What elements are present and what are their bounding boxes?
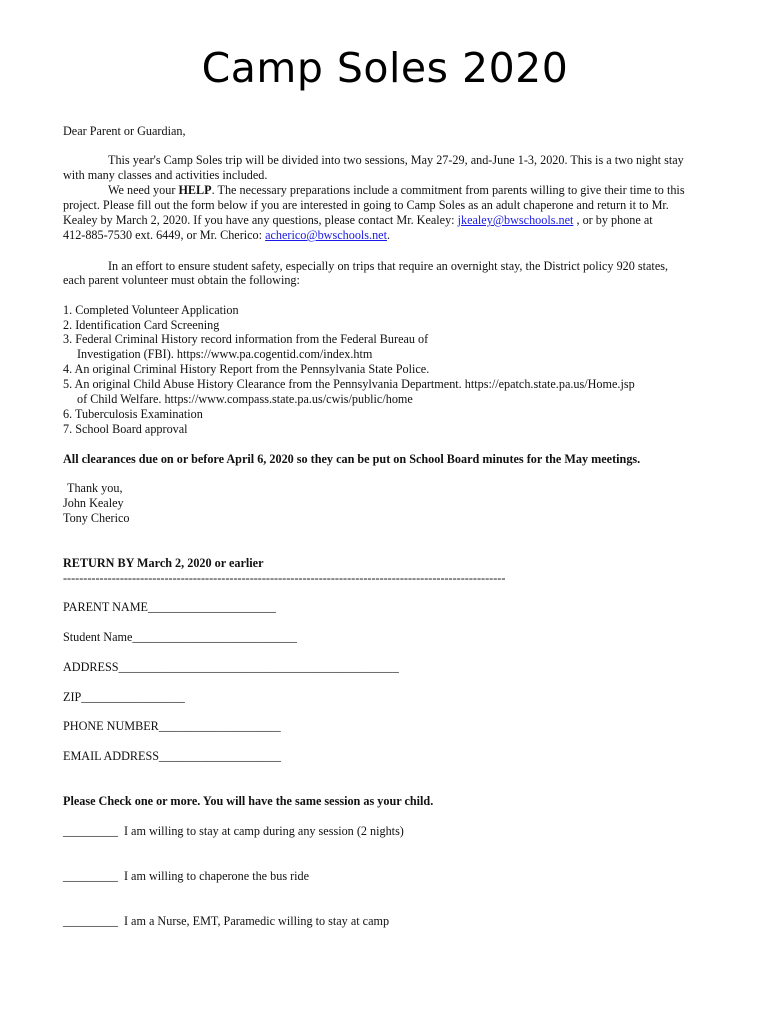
clearance-deadline-note: All clearances due on or before April 6, 2020 so they can be put on School Board minutes for the May meetings.	[63, 452, 641, 466]
phone-number-field[interactable]: PHONE NUMBER____________________	[63, 719, 281, 733]
paragraph-2-line-1	[108, 183, 685, 198]
signature-name-1: John Kealey	[63, 496, 124, 510]
check-instruction: Please Check one or more. You will have the same session as your child.	[63, 794, 434, 808]
parent-name-field[interactable]: PARENT NAME_____________________	[63, 600, 276, 614]
cherico-email-link[interactable]: acherico@bwschools.net	[265, 228, 387, 242]
option-label: I am a Nurse, EMT, Paramedic willing to stay at camp	[123, 914, 390, 928]
text-span: We need your	[108, 183, 179, 197]
option-stay-at-camp[interactable]	[63, 824, 404, 839]
checkbox-blank[interactable]: _________	[63, 869, 118, 883]
help-emphasis: HELP	[178, 183, 212, 197]
option-label: I am willing to stay at camp during any session (2 nights)	[123, 824, 404, 838]
requirement-item-continued: of Child Welfare. https://www.compass.state.pa.us/cwis/public/home	[77, 392, 413, 406]
paragraph-2-line-3	[63, 213, 653, 228]
return-by-heading: RETURN BY March 2, 2020 or earlier	[63, 556, 264, 570]
email-address-field[interactable]: EMAIL ADDRESS____________________	[63, 749, 281, 763]
checkbox-blank[interactable]: _________	[63, 914, 118, 928]
requirement-item: 4. An original Criminal History Report from the Pennsylvania State Police.	[63, 362, 430, 376]
text-span: 412-885-7530 ext. 6449, or Mr. Cherico:	[63, 228, 266, 242]
checkbox-blank[interactable]: _________	[63, 824, 118, 838]
paragraph-3-line-1: In an effort to ensure student safety, especially on trips that require an overnight stay, the District policy 920 states,	[108, 259, 669, 273]
requirement-item: 6. Tuberculosis Examination	[63, 407, 203, 421]
paragraph-2-line-4	[63, 228, 390, 243]
paragraph-2-line-2: project. Please fill out the form below if you are interested in going to Camp Soles as an adult chaperone and return it to Mr.	[63, 198, 669, 212]
option-medical-volunteer[interactable]	[63, 914, 389, 929]
option-label: I am willing to chaperone the bus ride	[123, 869, 310, 883]
requirement-item: 7. School Board approval	[63, 422, 188, 436]
paragraph-1-line-2: with many classes and activities included.	[63, 168, 268, 182]
thank-you-line: Thank you,	[67, 481, 123, 495]
page-title: Camp Soles 2020	[201, 44, 569, 92]
text-span: .	[386, 228, 391, 242]
paragraph-3-line-2: each parent volunteer must obtain the following:	[63, 273, 300, 287]
paragraph-1-line-1: This year's Camp Soles trip will be divided into two sessions, May 27-29, and-June 1-3, 2020. This is a two night stay	[108, 153, 684, 167]
requirement-item: 2. Identification Card Screening	[63, 318, 220, 332]
text-span: Kealey by March 2, 2020. If you have any questions, please contact Mr. Kealey:	[63, 213, 458, 227]
text-span: . The necessary preparations include a commitment from parents willing to give their time to this	[211, 183, 685, 197]
requirement-item: 3. Federal Criminal History record information from the Federal Bureau of	[63, 332, 429, 346]
text-span: , or by phone at	[573, 213, 653, 227]
requirement-item: 5. An original Child Abuse History Clearance from the Pennsylvania Department. https://epatch.state.pa.us/Home.jsp	[63, 377, 635, 391]
zip-field[interactable]: ZIP_________________	[63, 690, 185, 704]
salutation: Dear Parent or Guardian,	[63, 124, 186, 138]
kealey-email-link[interactable]: jkealey@bwschools.net	[457, 213, 574, 227]
cut-line-separator: -------------------------------------------------------------------------------------------------------------	[63, 571, 506, 585]
student-name-field[interactable]: Student Name___________________________	[63, 630, 297, 644]
address-field[interactable]: ADDRESS______________________________________________	[63, 660, 399, 674]
option-chaperone-bus[interactable]	[63, 869, 309, 884]
requirement-item-continued: Investigation (FBI). https://www.pa.cogentid.com/index.htm	[77, 347, 373, 361]
signature-name-2: Tony Cherico	[63, 511, 130, 525]
requirement-item: 1. Completed Volunteer Application	[63, 303, 239, 317]
